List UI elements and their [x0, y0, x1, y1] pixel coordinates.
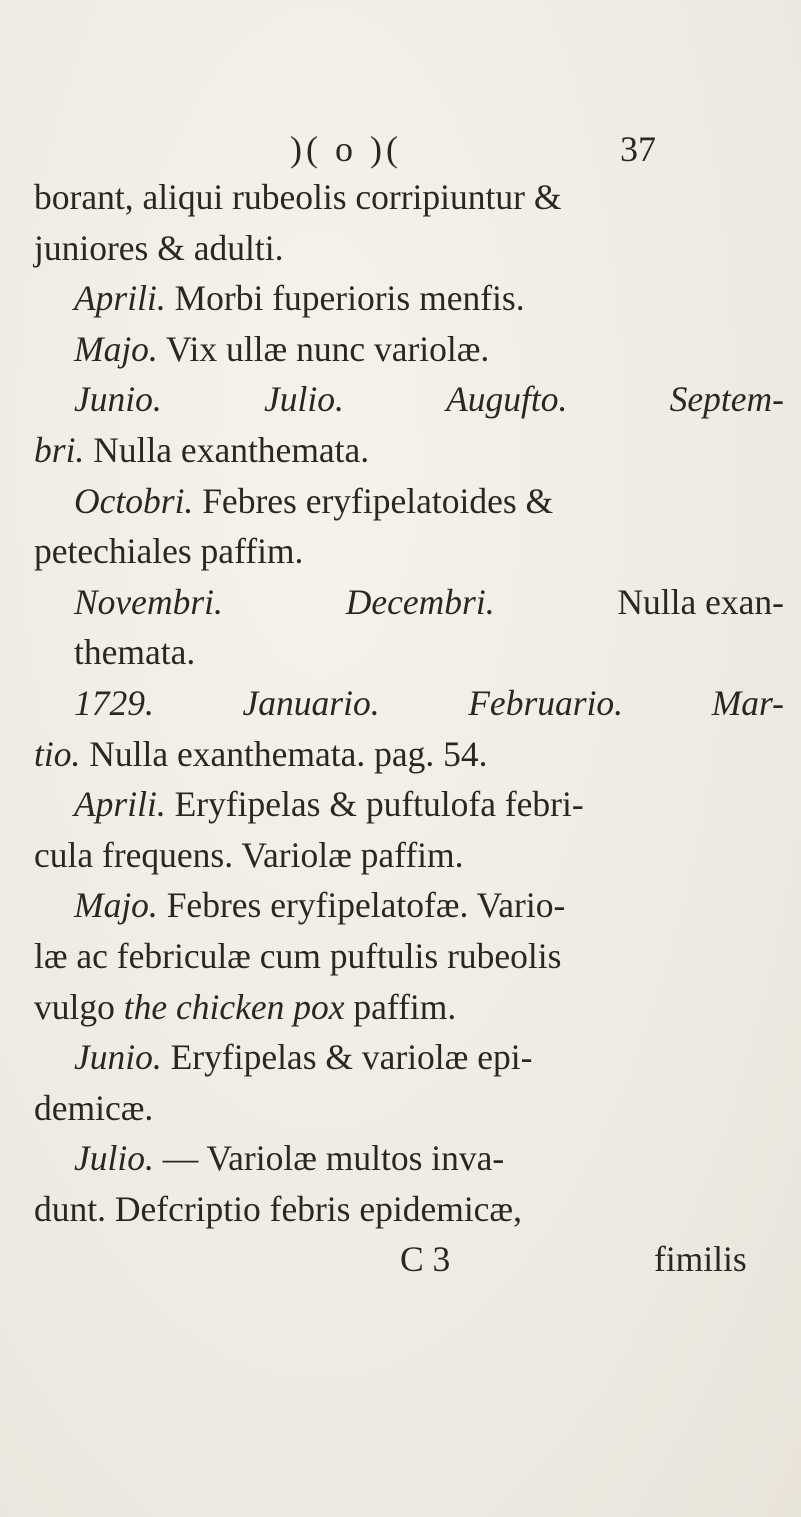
month-label: Decembri.	[345, 581, 495, 622]
running-header	[0, 128, 801, 178]
text-line: dunt. Defcriptio febris epidemicæ,	[34, 1188, 522, 1229]
month-label: Julio.	[74, 1138, 154, 1179]
month-label: Junio.	[74, 1037, 162, 1078]
entry-aprili-1729: Aprili. Eryfipelas & puftulofa febri-	[74, 784, 584, 825]
catchword: fimilis	[654, 1239, 747, 1280]
month-label: Majo.	[74, 328, 158, 369]
entry-octobri: Octobri. Febres eryfipelatoides &	[74, 480, 554, 521]
text-line: læ ac febriculæ cum puftulis rubeolis	[34, 935, 562, 976]
entry-aprili: Aprili. Morbi fuperioris menfis.	[74, 278, 525, 319]
month-label: Januario.	[242, 682, 380, 723]
month-label: Junio.	[74, 379, 162, 420]
month-label: Septem-	[669, 379, 784, 420]
text-line: bri. Nulla exanthemata.	[34, 429, 370, 470]
text-line: demicæ.	[34, 1087, 154, 1128]
text-line: themata.	[74, 632, 196, 673]
page-number: 37	[620, 129, 656, 169]
month-label: Octobri.	[74, 480, 194, 521]
page-footer	[34, 1234, 784, 1285]
entry-summer-months	[34, 374, 784, 425]
month-label: Majo.	[74, 885, 158, 926]
month-label: Novembri.	[74, 581, 223, 622]
month-label: Julio.	[264, 379, 344, 420]
text-line: tio. Nulla exanthemata. pag. 54.	[34, 733, 488, 774]
text-line: juniores & adulti.	[34, 227, 284, 268]
month-label: Aprili.	[74, 784, 166, 825]
body-text	[34, 172, 784, 1285]
signature-mark: C 3	[400, 1239, 451, 1280]
entry-majo: Majo. Vix ullæ nunc variolæ.	[74, 328, 490, 369]
month-label: Aprili.	[74, 278, 166, 319]
text-line: cula frequens. Variolæ paffim.	[34, 834, 464, 875]
entry-junio-1729: Junio. Eryfipelas & variolæ epi-	[74, 1037, 533, 1078]
entry-nov-dec: Novembri. Decembri. Nulla exan-	[34, 577, 784, 628]
month-label: Mar-	[711, 682, 784, 723]
header-ornament: )( o )(	[290, 129, 402, 169]
month-label: Februario.	[468, 682, 624, 723]
text-line: petechiales paffim.	[34, 531, 304, 572]
year-label: 1729.	[74, 682, 154, 723]
month-label: Augufto.	[446, 379, 568, 420]
english-phrase: the chicken pox	[123, 986, 345, 1027]
text-line: vulgo the chicken pox paffim.	[34, 986, 457, 1027]
entry-1729	[34, 678, 784, 729]
text-line: borant, aliqui rubeolis corripiuntur &	[34, 177, 562, 217]
entry-julio-1729: Julio. — Variolæ multos inva-	[74, 1138, 505, 1179]
entry-majo-1729: Majo. Febres eryfipelatofæ. Vario-	[74, 885, 566, 926]
